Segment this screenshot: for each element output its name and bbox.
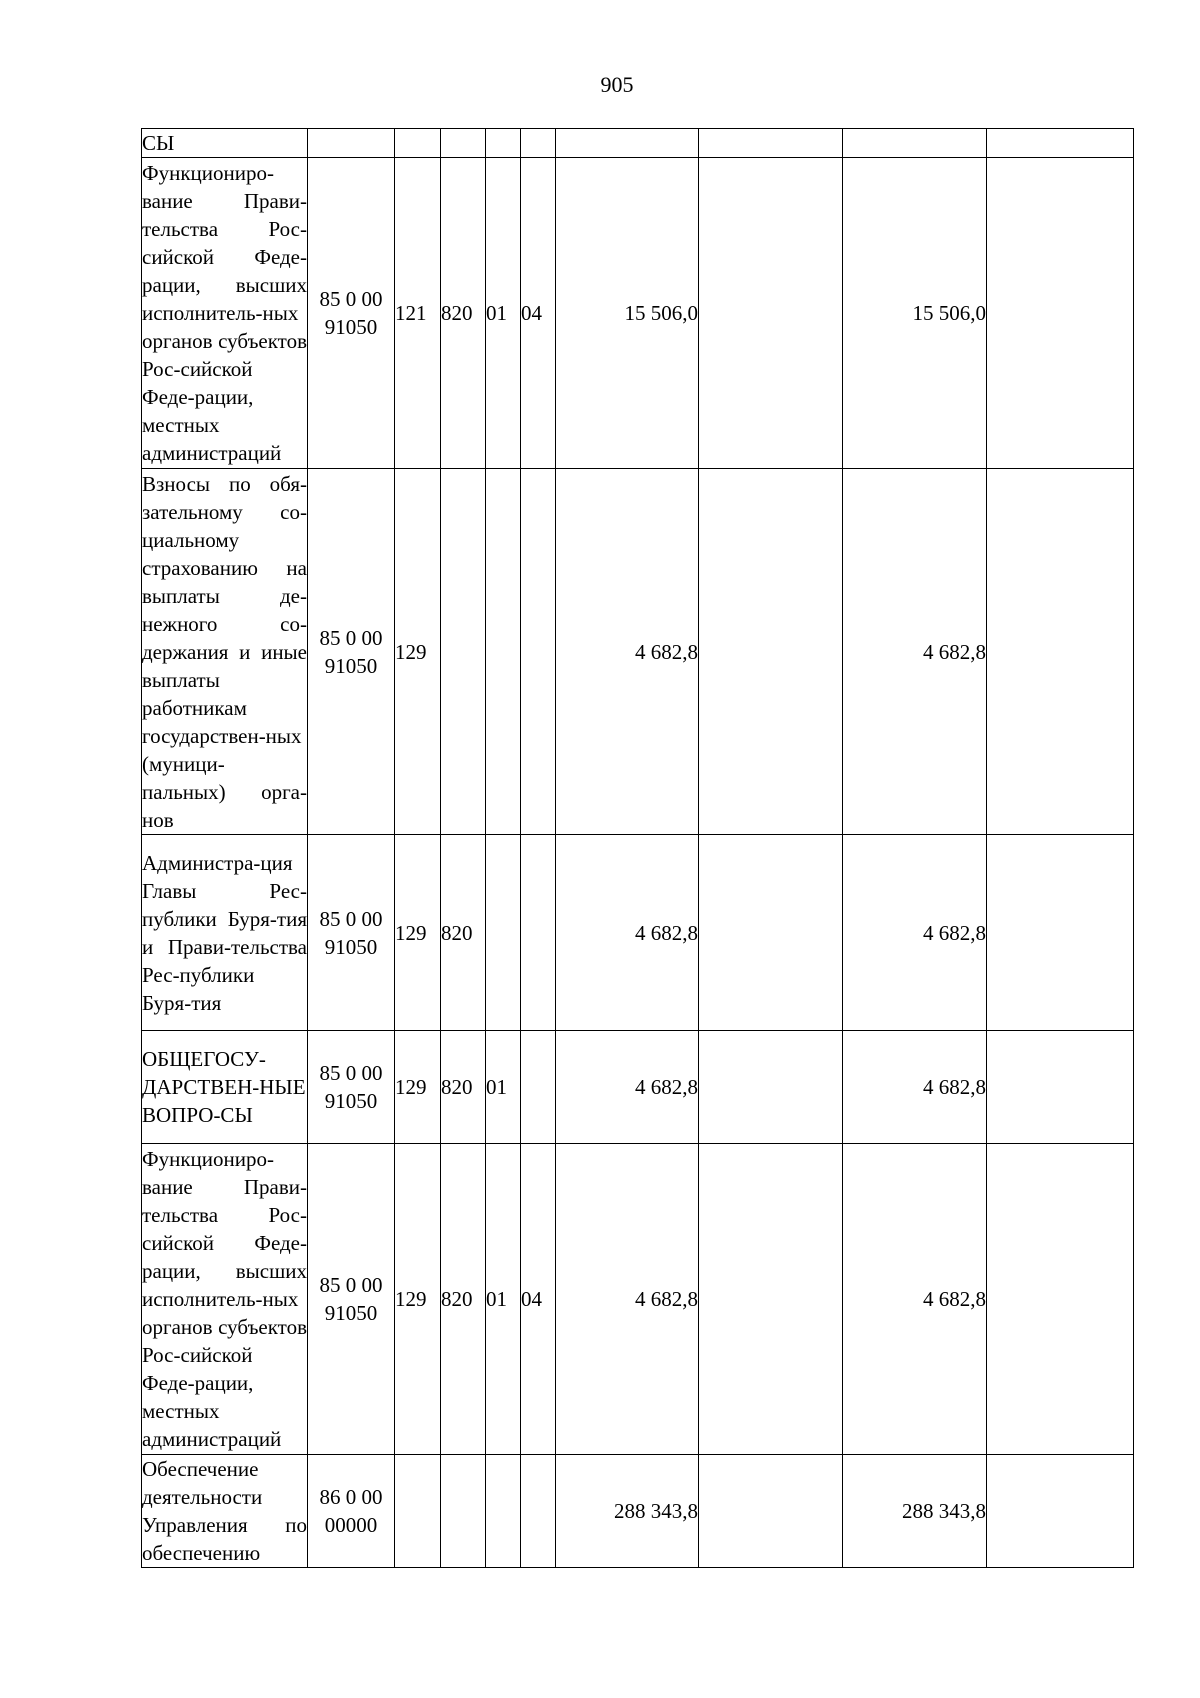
cell-grbs: 820 <box>441 1031 486 1144</box>
cell-sum2 <box>699 835 843 1031</box>
cell-name: Взносы по обя-зательному со-циальному страхованию на выплаты де-нежного со-держания и иные выплаты работникам государствен-ных (муници-пальных) орга-нов <box>142 469 308 835</box>
cell-sum4 <box>987 1031 1134 1144</box>
cell-rz: 01 <box>486 1031 521 1144</box>
table-row <box>142 129 1134 158</box>
cell-pr <box>521 469 556 835</box>
cell-name: Функциониро-вание Прави-тельства Рос-сийской Феде-рации, высших исполнитель-ных органов субъектов Рос-сийской Феде-рации, местных администраций <box>142 158 308 469</box>
cell-name: СЫ <box>142 129 308 158</box>
cell-sum4 <box>987 158 1134 469</box>
cell-csr: 85 0 00 91050 <box>308 1144 395 1455</box>
cell-grbs: 820 <box>441 1144 486 1455</box>
cell-grbs <box>441 129 486 158</box>
cell-csr: 86 0 00 00000 <box>308 1455 395 1568</box>
cell-grbs: 820 <box>441 158 486 469</box>
cell-csr <box>308 129 395 158</box>
cell-vr <box>395 129 441 158</box>
cell-sum3: 4 682,8 <box>843 835 987 1031</box>
table-row <box>142 158 1134 469</box>
table-row <box>142 835 1134 1031</box>
cell-vr: 129 <box>395 469 441 835</box>
cell-rz <box>486 1455 521 1568</box>
table-row <box>142 1455 1134 1568</box>
cell-rz <box>486 835 521 1031</box>
cell-sum3: 4 682,8 <box>843 469 987 835</box>
cell-pr <box>521 129 556 158</box>
cell-name: ОБЩЕГОСУ-ДАРСТВЕН-НЫЕ ВОПРО-СЫ <box>142 1031 308 1144</box>
cell-sum2 <box>699 129 843 158</box>
cell-sum3: 15 506,0 <box>843 158 987 469</box>
cell-sum3: 4 682,8 <box>843 1144 987 1455</box>
table-row <box>142 1144 1134 1455</box>
cell-sum2 <box>699 469 843 835</box>
cell-vr <box>395 1455 441 1568</box>
cell-sum3 <box>843 129 987 158</box>
cell-sum3: 288 343,8 <box>843 1455 987 1568</box>
cell-grbs: 820 <box>441 835 486 1031</box>
cell-grbs <box>441 1455 486 1568</box>
cell-name: Обеспечение деятельности Управления по обеспечению <box>142 1455 308 1568</box>
cell-csr: 85 0 00 91050 <box>308 1031 395 1144</box>
cell-csr: 85 0 00 91050 <box>308 835 395 1031</box>
cell-pr <box>521 1455 556 1568</box>
cell-grbs <box>441 469 486 835</box>
cell-sum1: 4 682,8 <box>556 469 699 835</box>
cell-name: Администра-ция Главы Рес-публики Буря-тия и Прави-тельства Рес-публики Буря-тия <box>142 835 308 1031</box>
table-row <box>142 469 1134 835</box>
cell-vr: 129 <box>395 1031 441 1144</box>
cell-sum2 <box>699 1455 843 1568</box>
cell-pr: 04 <box>521 158 556 469</box>
cell-sum3: 4 682,8 <box>843 1031 987 1144</box>
cell-sum1: 288 343,8 <box>556 1455 699 1568</box>
cell-sum1: 15 506,0 <box>556 158 699 469</box>
cell-sum1: 4 682,8 <box>556 835 699 1031</box>
cell-sum2 <box>699 1144 843 1455</box>
cell-rz <box>486 129 521 158</box>
cell-sum2 <box>699 158 843 469</box>
cell-sum2 <box>699 1031 843 1144</box>
budget-table <box>141 128 1134 1568</box>
cell-pr: 04 <box>521 1144 556 1455</box>
cell-csr: 85 0 00 91050 <box>308 158 395 469</box>
table-row <box>142 1031 1134 1144</box>
cell-rz <box>486 469 521 835</box>
cell-vr: 121 <box>395 158 441 469</box>
cell-pr <box>521 1031 556 1144</box>
cell-rz: 01 <box>486 158 521 469</box>
cell-vr: 129 <box>395 1144 441 1455</box>
cell-sum4 <box>987 1455 1134 1568</box>
cell-sum4 <box>987 469 1134 835</box>
page-number: 905 <box>600 72 634 97</box>
cell-rz: 01 <box>486 1144 521 1455</box>
cell-name: Функциониро-вание Прави-тельства Рос-сийской Феде-рации, высших исполнитель-ных органов субъектов Рос-сийской Феде-рации, местных администраций <box>142 1144 308 1455</box>
cell-sum1 <box>556 129 699 158</box>
cell-vr: 129 <box>395 835 441 1031</box>
cell-sum4 <box>987 129 1134 158</box>
cell-csr: 85 0 00 91050 <box>308 469 395 835</box>
cell-sum4 <box>987 835 1134 1031</box>
cell-pr <box>521 835 556 1031</box>
cell-sum4 <box>987 1144 1134 1455</box>
cell-sum1: 4 682,8 <box>556 1144 699 1455</box>
cell-sum1: 4 682,8 <box>556 1031 699 1144</box>
